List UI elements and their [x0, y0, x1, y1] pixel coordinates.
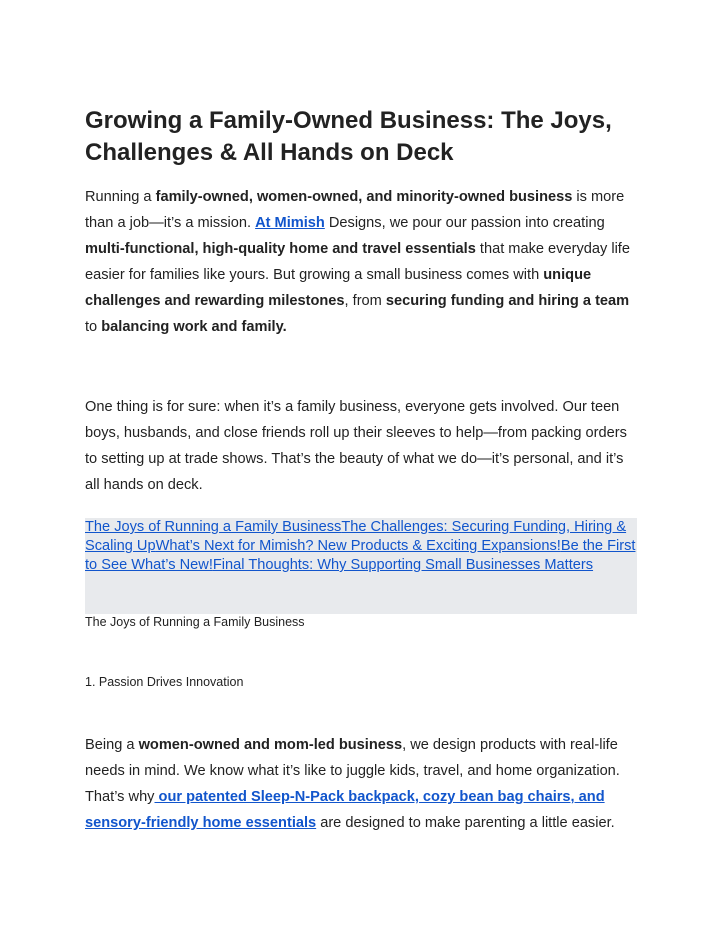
- innovation-text-1: Being a: [85, 737, 139, 753]
- intro-text-5: , from: [344, 293, 386, 309]
- innovation-text-2: , we design products with real-life needs in mind. We know what it’s like to juggle kids, travel, and home organization. That’s why: [85, 737, 620, 805]
- toc-link[interactable]: The Challenges: Securing Funding, Hiring & Scaling Up: [85, 519, 627, 554]
- intro-text-2: is more than a job—it’s a mission.: [85, 189, 625, 231]
- toc-link[interactable]: What’s Next for Mimish? New Products & Exciting Expansions!: [155, 538, 561, 554]
- innovation-bold-1: women-owned and mom-led business: [138, 737, 403, 753]
- intro-paragraph: [85, 184, 637, 340]
- intro-text-6: to: [85, 319, 102, 335]
- intro-text-3: Designs, we pour our passion into creating: [324, 215, 605, 231]
- toc-links: [85, 518, 637, 575]
- article-title: Growing a Family-Owned Business: The Joys, Challenges & All Hands on Deck: [85, 107, 612, 166]
- sleep-n-pack-link[interactable]: our patented Sleep-N-Pack backpack, cozy bean bag chairs, and sensory-friendly home essentials: [85, 789, 605, 831]
- intro-bold-5: balancing work and family.: [101, 319, 287, 335]
- section-heading: The Joys of Running a Family Business: [85, 615, 305, 629]
- toc-link[interactable]: Final Thoughts: Why Supporting Small Businesses Matters: [212, 557, 594, 573]
- at-mimish-link[interactable]: At Mimish: [255, 215, 325, 231]
- subsection-heading: 1. Passion Drives Innovation: [85, 675, 244, 689]
- toc-link[interactable]: The Joys of Running a Family Business: [85, 519, 342, 535]
- intro-bold-1: family-owned, women-owned, and minority-owned business: [155, 189, 573, 205]
- intro-text-1: Running a: [85, 189, 156, 205]
- family-paragraph: One thing is for sure: when it’s a family business, everyone gets involved. Our teen boys, husbands, and close friends roll up their sleeves to help—from packing orders to setting up at trade shows. That’s the beauty of what we do—it’s personal, and it’s all hands on deck.: [85, 399, 627, 493]
- intro-bold-3: unique challenges and rewarding milestones: [85, 267, 592, 309]
- intro-bold-2: multi-functional, high-quality home and travel essentials: [85, 241, 476, 257]
- intro-text-4: that make everyday life easier for families like yours. But growing a small business comes with: [85, 241, 630, 283]
- toc-link[interactable]: Be the First to See What’s New!: [85, 538, 636, 573]
- innovation-text-3: are designed to make parenting a little easier.: [316, 815, 615, 831]
- intro-bold-4: securing funding and hiring a team: [385, 293, 630, 309]
- table-of-contents: [85, 518, 637, 614]
- innovation-paragraph: [85, 732, 637, 836]
